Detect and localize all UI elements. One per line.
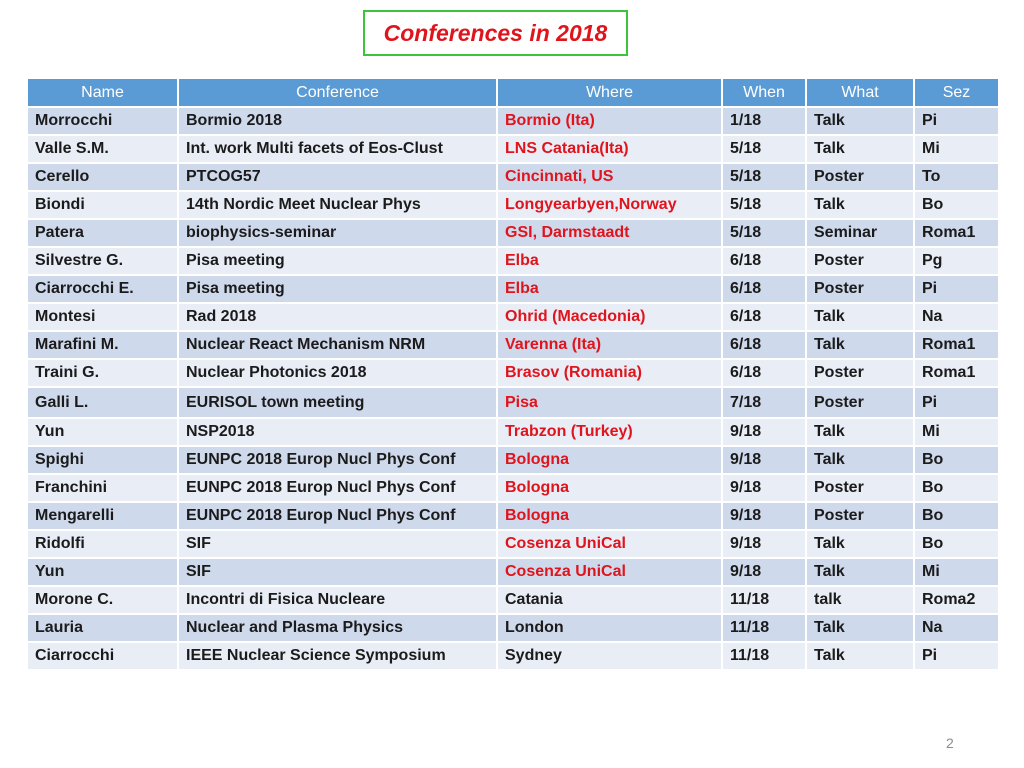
cell-what: talk [806, 586, 914, 614]
cell-when: 11/18 [722, 642, 806, 670]
cell-conference: biophysics-seminar [178, 219, 497, 247]
cell-name: Yun [28, 558, 178, 586]
cell-when: 9/18 [722, 558, 806, 586]
cell-conference: Nuclear and Plasma Physics [178, 614, 497, 642]
cell-where: Longyearbyen,Norway [497, 191, 722, 219]
column-header-name: Name [28, 79, 178, 107]
cell-where: Cosenza UniCal [497, 558, 722, 586]
cell-sez: Pi [914, 107, 999, 135]
cell-name: Traini G. [28, 359, 178, 387]
cell-conference: Nuclear React Mechanism NRM [178, 331, 497, 359]
page-number: 2 [946, 735, 954, 751]
cell-name: Silvestre G. [28, 247, 178, 275]
table-row [28, 474, 999, 502]
cell-where: Bologna [497, 502, 722, 530]
table-row [28, 418, 999, 446]
cell-name: Ciarrocchi E. [28, 275, 178, 303]
column-header-where: Where [497, 79, 722, 107]
cell-sez: Roma1 [914, 219, 999, 247]
table-row [28, 163, 999, 191]
cell-conference: Rad 2018 [178, 303, 497, 331]
cell-when: 11/18 [722, 586, 806, 614]
cell-where: LNS Catania(Ita) [497, 135, 722, 163]
cell-what: Talk [806, 558, 914, 586]
cell-where: Bologna [497, 446, 722, 474]
cell-conference: Nuclear Photonics 2018 [178, 359, 497, 387]
cell-where: Trabzon (Turkey) [497, 418, 722, 446]
column-header-when: When [722, 79, 806, 107]
cell-when: 7/18 [722, 387, 806, 418]
cell-name: Mengarelli [28, 502, 178, 530]
cell-when: 9/18 [722, 418, 806, 446]
cell-what: Poster [806, 247, 914, 275]
table-row [28, 614, 999, 642]
column-header-what: What [806, 79, 914, 107]
cell-when: 6/18 [722, 247, 806, 275]
cell-where: GSI, Darmstaadt [497, 219, 722, 247]
cell-sez: Roma1 [914, 359, 999, 387]
cell-when: 6/18 [722, 303, 806, 331]
cell-conference: EUNPC 2018 Europ Nucl Phys Conf [178, 474, 497, 502]
cell-sez: Mi [914, 558, 999, 586]
cell-name: Patera [28, 219, 178, 247]
cell-conference: SIF [178, 530, 497, 558]
cell-what: Poster [806, 275, 914, 303]
cell-what: Poster [806, 502, 914, 530]
cell-when: 5/18 [722, 219, 806, 247]
cell-sez: Roma1 [914, 331, 999, 359]
cell-sez: Bo [914, 530, 999, 558]
cell-what: Poster [806, 359, 914, 387]
cell-when: 9/18 [722, 446, 806, 474]
cell-when: 11/18 [722, 614, 806, 642]
cell-conference: NSP2018 [178, 418, 497, 446]
cell-conference: EURISOL town meeting [178, 387, 497, 418]
cell-name: Galli L. [28, 387, 178, 418]
cell-when: 9/18 [722, 502, 806, 530]
table-row [28, 530, 999, 558]
cell-where: Elba [497, 247, 722, 275]
cell-conference: EUNPC 2018 Europ Nucl Phys Conf [178, 446, 497, 474]
cell-what: Poster [806, 474, 914, 502]
cell-sez: Pi [914, 275, 999, 303]
table-row [28, 642, 999, 670]
table-row [28, 191, 999, 219]
cell-where: Varenna (Ita) [497, 331, 722, 359]
column-header-sez: Sez [914, 79, 999, 107]
cell-when: 6/18 [722, 331, 806, 359]
cell-what: Talk [806, 530, 914, 558]
cell-when: 5/18 [722, 163, 806, 191]
column-header-conference: Conference [178, 79, 497, 107]
cell-what: Talk [806, 107, 914, 135]
cell-sez: Pi [914, 642, 999, 670]
table-row [28, 275, 999, 303]
cell-when: 1/18 [722, 107, 806, 135]
cell-conference: IEEE Nuclear Science Symposium [178, 642, 497, 670]
cell-when: 9/18 [722, 474, 806, 502]
table-row [28, 331, 999, 359]
table-row [28, 502, 999, 530]
cell-what: Talk [806, 135, 914, 163]
cell-where: Bormio (Ita) [497, 107, 722, 135]
conferences-table [28, 79, 1000, 671]
table-row [28, 558, 999, 586]
cell-what: Talk [806, 191, 914, 219]
cell-where: Ohrid (Macedonia) [497, 303, 722, 331]
cell-sez: Bo [914, 502, 999, 530]
table-row [28, 359, 999, 387]
cell-conference: Int. work Multi facets of Eos-Clust [178, 135, 497, 163]
table-row [28, 446, 999, 474]
cell-sez: To [914, 163, 999, 191]
cell-conference: PTCOG57 [178, 163, 497, 191]
cell-conference: Bormio 2018 [178, 107, 497, 135]
cell-name: Cerello [28, 163, 178, 191]
cell-name: Morone C. [28, 586, 178, 614]
cell-name: Ciarrocchi [28, 642, 178, 670]
table-row [28, 303, 999, 331]
table-row [28, 586, 999, 614]
cell-when: 5/18 [722, 135, 806, 163]
cell-when: 6/18 [722, 275, 806, 303]
cell-name: Yun [28, 418, 178, 446]
cell-conference: Incontri di Fisica Nucleare [178, 586, 497, 614]
cell-where: Sydney [497, 642, 722, 670]
cell-sez: Mi [914, 135, 999, 163]
table-row [28, 219, 999, 247]
table-body [28, 107, 999, 670]
cell-conference: EUNPC 2018 Europ Nucl Phys Conf [178, 502, 497, 530]
cell-name: Ridolfi [28, 530, 178, 558]
cell-conference: SIF [178, 558, 497, 586]
cell-name: Franchini [28, 474, 178, 502]
cell-what: Poster [806, 387, 914, 418]
cell-what: Talk [806, 418, 914, 446]
cell-name: Biondi [28, 191, 178, 219]
cell-when: 5/18 [722, 191, 806, 219]
cell-conference: Pisa meeting [178, 275, 497, 303]
cell-name: Montesi [28, 303, 178, 331]
cell-what: Seminar [806, 219, 914, 247]
cell-where: Pisa [497, 387, 722, 418]
slide-title: Conferences in 2018 [363, 10, 628, 56]
cell-conference: 14th Nordic Meet Nuclear Phys [178, 191, 497, 219]
cell-where: Cincinnati, US [497, 163, 722, 191]
cell-name: Marafini M. [28, 331, 178, 359]
cell-where: Elba [497, 275, 722, 303]
cell-name: Valle S.M. [28, 135, 178, 163]
cell-sez: Bo [914, 191, 999, 219]
cell-conference: Pisa meeting [178, 247, 497, 275]
cell-what: Talk [806, 331, 914, 359]
cell-what: Talk [806, 303, 914, 331]
cell-when: 9/18 [722, 530, 806, 558]
cell-sez: Mi [914, 418, 999, 446]
cell-what: Talk [806, 446, 914, 474]
cell-when: 6/18 [722, 359, 806, 387]
table-row [28, 135, 999, 163]
table-row [28, 107, 999, 135]
cell-sez: Roma2 [914, 586, 999, 614]
cell-name: Morrocchi [28, 107, 178, 135]
cell-name: Lauria [28, 614, 178, 642]
cell-what: Talk [806, 642, 914, 670]
cell-where: Brasov (Romania) [497, 359, 722, 387]
table-row [28, 387, 999, 418]
cell-where: London [497, 614, 722, 642]
cell-name: Spighi [28, 446, 178, 474]
table-header-row [28, 79, 999, 107]
cell-what: Talk [806, 614, 914, 642]
cell-where: Cosenza UniCal [497, 530, 722, 558]
cell-sez: Pg [914, 247, 999, 275]
cell-what: Poster [806, 163, 914, 191]
cell-sez: Pi [914, 387, 999, 418]
table-row [28, 247, 999, 275]
cell-where: Catania [497, 586, 722, 614]
cell-sez: Na [914, 303, 999, 331]
cell-where: Bologna [497, 474, 722, 502]
cell-sez: Bo [914, 446, 999, 474]
cell-sez: Bo [914, 474, 999, 502]
cell-sez: Na [914, 614, 999, 642]
